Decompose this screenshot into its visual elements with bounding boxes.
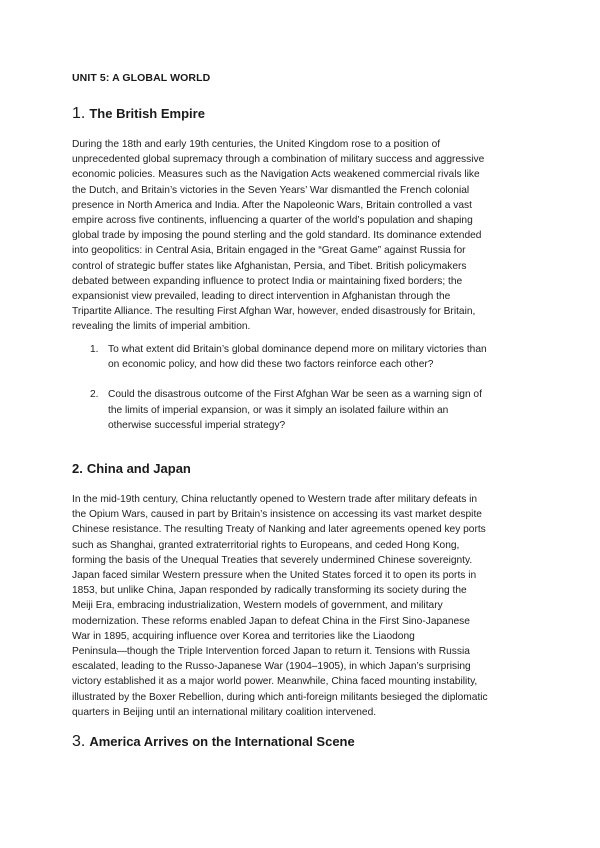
paragraph-line: victory established it as a major world power. Meanwhile, China faced mounting instability,	[72, 676, 478, 688]
section-number: 2.	[72, 461, 83, 476]
paragraph-line: escalated, leading to the Russo-Japanese War (1904–1905), in which Japan’s surprising	[72, 661, 471, 673]
section-number: 3.	[72, 733, 86, 750]
unit-title: UNIT 5: A GLOBAL WORLD	[72, 72, 211, 84]
paragraph-line: illustrated by the Boxer Rebellion, during which anti-foreign militants besieged the diplomatic	[72, 691, 488, 703]
paragraph-line: Japan faced similar Western pressure when the United States forced it to open its ports in	[72, 570, 477, 582]
paragraph-line: Peninsula—though the Triple Intervention forced Japan to return it. Tensions with Russia	[72, 646, 470, 658]
paragraph-line: forming the basis of the Unequal Treaties that severely undermined Chinese sovereignty.	[72, 554, 473, 566]
paragraph-line: Tripartite Alliance. The resulting First Afghan War, however, ended disastrously for Britain,	[72, 306, 476, 318]
paragraph-line: expansionist view prevailed, leading to direct intervention in Afghanistan through the	[72, 291, 451, 303]
question-list	[72, 342, 532, 433]
section-title: America Arrives on the International Scene	[89, 734, 355, 749]
section-paragraph-china-japan	[72, 492, 532, 720]
section-number: 1.	[72, 105, 86, 122]
section-paragraph-british-empire	[72, 137, 532, 335]
paragraph-line: modernization. These reforms enabled Japan to defeat China in the First Sino-Japanese	[72, 615, 470, 627]
question-line: on economic policy, and how did these two factors reinforce each other?	[108, 359, 434, 371]
section-title: China and Japan	[86, 461, 191, 476]
paragraph-line: During the 18th and early 19th centuries, the United Kingdom rose to a position of	[72, 139, 441, 150]
paragraph-line: the Opium Wars, caused in part by Britain’s insistence on accessing its vast market despite	[72, 509, 482, 521]
paragraph-line: unprecedented global supremacy through a combination of military success and aggressive	[72, 154, 485, 166]
paragraph-line: control of strategic buffer states like Afghanistan, Persia, and Tibet. British policymakers	[72, 260, 467, 272]
section-heading-british-empire	[72, 105, 205, 123]
paragraph-line: Meiji Era, embracing industrialization, Western models of government, and military	[72, 600, 443, 612]
section-title: The British Empire	[89, 106, 205, 121]
paragraph-line: presence in North America and India. After the Napoleonic Wars, Britain controlled a vast	[72, 199, 472, 211]
question-number: 2.	[90, 389, 99, 401]
question-number: 1.	[90, 344, 99, 355]
question-item	[72, 342, 532, 372]
section-heading-china-japan	[72, 461, 191, 476]
question-line: Could the disastrous outcome of the First Afghan War be seen as a warning sign of	[108, 389, 482, 401]
question-line: otherwise successful imperial strategy?	[108, 419, 286, 431]
paragraph-line: economic policies. Measures such as the Navigation Acts weakened commercial rivals like	[72, 169, 480, 181]
paragraph-line: debated between expanding influence to protect India or maintaining fixed borders; the	[72, 275, 463, 287]
paragraph-line: global trade by imposing the pound sterling and the gold standard. Its dominance extended	[72, 230, 482, 242]
question-line: the limits of imperial expansion, or was it simply an isolated failure within an	[108, 404, 449, 416]
paragraph-line: quarters in Beijing until an international military coalition intervened.	[72, 706, 377, 718]
paragraph-line: 1853, but unlike China, Japan responded by radically transforming its society during the	[72, 585, 467, 597]
question-line: To what extent did Britain’s global dominance depend more on military victories than	[108, 344, 487, 355]
question-item	[72, 387, 532, 433]
paragraph-line: revealing the limits of imperial ambition.	[72, 321, 251, 333]
paragraph-line: the Dutch, and Britain’s victories in the Seven Years’ War dismantled the French colonial	[72, 184, 470, 196]
paragraph-line: empire across five continents, influencing a quarter of the world’s population and shaping	[72, 215, 473, 227]
paragraph-line: such as Shanghai, granted extraterritorial rights to Europeans, and ceded Hong Kong,	[72, 539, 460, 551]
paragraph-line: In the mid-19th century, China reluctantly opened to Western trade after military defeats in	[72, 494, 478, 505]
paragraph-line: into geopolitics: in Central Asia, Britain engaged in the “Great Game” against Russia for	[72, 245, 466, 257]
paragraph-line: War in 1895, acquiring influence over Korea and territories like the Liaodong	[72, 630, 415, 642]
paragraph-line: Chinese resistance. The resulting Treaty of Nanking and later agreements opened key ports	[72, 524, 486, 536]
section-heading-america	[72, 733, 355, 751]
